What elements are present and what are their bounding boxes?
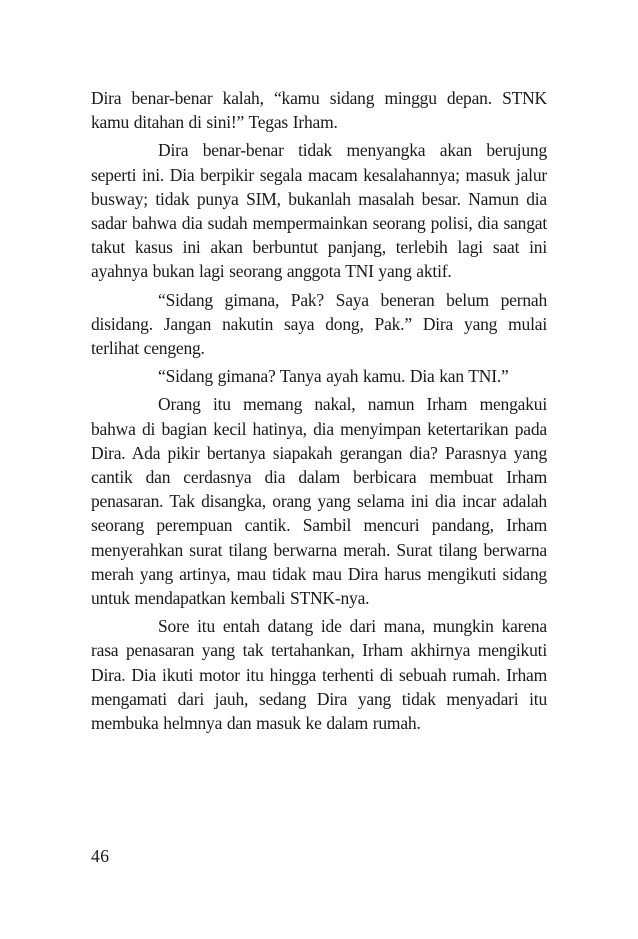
paragraph: “Sidang gimana, Pak? Saya beneran belum pernah disidang. Jangan nakutin saya dong, Pak.” Dira yang mulai terlihat cengeng. [91,289,547,359]
paragraph: Dira benar-benar tidak menyangka akan berujung seperti ini. Dia berpikir segala macam kesalahannya; masuk jalur busway; tidak punya SIM, bukanlah masalah besar. Namun dia sadar bahwa dia sudah mempermainkan seorang polisi, dia sangat takut kasus ini akan berbuntut panjang, terlebih lagi saat ini ayahnya bukan lagi seorang anggota TNI yang aktif. [91,140,547,282]
page-body [91,86,547,735]
paragraph: Sore itu entah datang ide dari mana, mungkin karena rasa penasaran yang tak tertahankan, Irham akhirnya mengikuti Dira. Dia ikuti motor itu hingga terhenti di sebuah rumah. Irham mengamati dari jauh, sedang Dira yang tidak menyadari itu membuka helmnya dan masuk ke dalam rumah. [91,616,547,734]
paragraph: “Sidang gimana? Tanya ayah kamu. Dia kan TNI.” [158,366,509,387]
page-number: 46 [91,846,110,866]
paragraph: Orang itu memang nakal, namun Irham mengakui bahwa di bagian kecil hatinya, dia menyimpan ketertarikan pada Dira. Ada pikir bertanya siapakah gerangan dia? Parasnya yang cantik dan cerdasnya dia dalam berbicara membuat Irham penasaran. Tak disangka, orang yang selama ini dia incar adalah seorang perempuan cantik. Sambil mencuri pandang, Irham menyerahkan surat tilang berwarna merah. Surat tilang berwarna merah yang artinya, mau tidak mau Dira harus mengikuti sidang untuk mendapatkan kembali STNK-nya. [91,394,547,609]
paragraph: Dira benar-benar kalah, “kamu sidang minggu depan. STNK kamu ditahan di sini!” Tegas Irham. [91,88,547,133]
